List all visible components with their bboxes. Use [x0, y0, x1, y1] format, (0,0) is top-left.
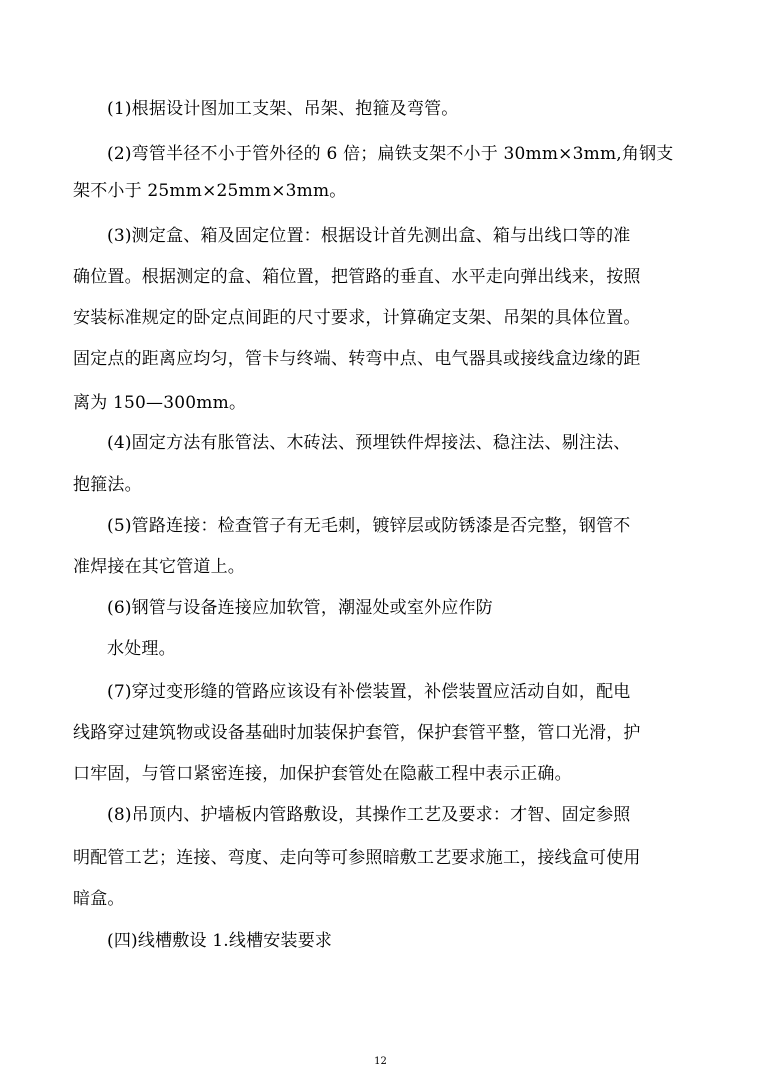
text-line-item-2-b: 架不小于 25mm×25mm×3mm。 — [73, 181, 347, 201]
text-line-item-5-b: 准焊接在其它管道上。 — [73, 557, 245, 577]
text-line-item-1: (1)根据设计图加工支架、吊架、抱箍及弯管。 — [107, 99, 459, 119]
text-line-item-3-d: 固定点的距离应均匀，管卡与终端、转弯中点、电气器具或接线盒边缘的距 — [73, 349, 641, 369]
text-line-item-8-b: 明配管工艺；连接、弯度、走向等可参照暗敷工艺要求施工，接线盒可使用 — [73, 848, 641, 868]
section-heading-trunking: (四)线槽敷设 1.线槽安装要求 — [107, 931, 333, 951]
text-line-item-7-c: 口牢固，与管口紧密连接，加保护套管处在隐蔽工程中表示正确。 — [73, 764, 572, 784]
text-line-item-8-c: 暗盒。 — [73, 889, 125, 909]
text-line-item-6-a: (6)钢管与设备连接应加软管，潮湿处或室外应作防 — [107, 598, 493, 618]
text-line-item-4-a: (4)固定方法有胀管法、木砖法、预埋铁件焊接法、稳注法、剔注法、 — [107, 433, 631, 453]
text-line-item-7-b: 线路穿过建筑物或设备基础时加装保护套管，保护套管平整，管口光滑，护 — [73, 723, 641, 743]
text-line-item-5-a: (5)管路连接：检查管子有无毛刺，镀锌层或防锈漆是否完整，钢管不 — [107, 516, 631, 536]
text-line-item-4-b: 抱箍法。 — [73, 475, 142, 495]
text-line-item-8-a: (8)吊顶内、护墙板内管路敷设，其操作工艺及要求：才智、固定参照 — [107, 805, 631, 825]
text-line-item-3-a: (3)测定盒、箱及固定位置：根据设计首先测出盒、箱与出线口等的准 — [107, 226, 631, 246]
text-line-item-6-b: 水处理。 — [107, 639, 176, 659]
text-line-item-7-a: (7)穿过变形缝的管路应该设有补偿装置，补偿装置应活动自如，配电 — [107, 682, 631, 702]
page-number: 12 — [374, 1056, 387, 1067]
text-line-item-2-a: (2)弯管半径不小于管外径的 6 倍；扁铁支架不小于 30mm×3mm,角钢支 — [107, 144, 674, 164]
text-line-item-3-b: 确位置。根据测定的盒、箱位置，把管路的垂直、水平走向弹出线来，按照 — [73, 267, 641, 287]
text-line-item-3-c: 安装标准规定的卧定点间距的尺寸要求，计算确定支架、吊架的具体位置。 — [73, 308, 641, 328]
text-line-item-3-e: 离为 150—300mm。 — [73, 393, 247, 413]
